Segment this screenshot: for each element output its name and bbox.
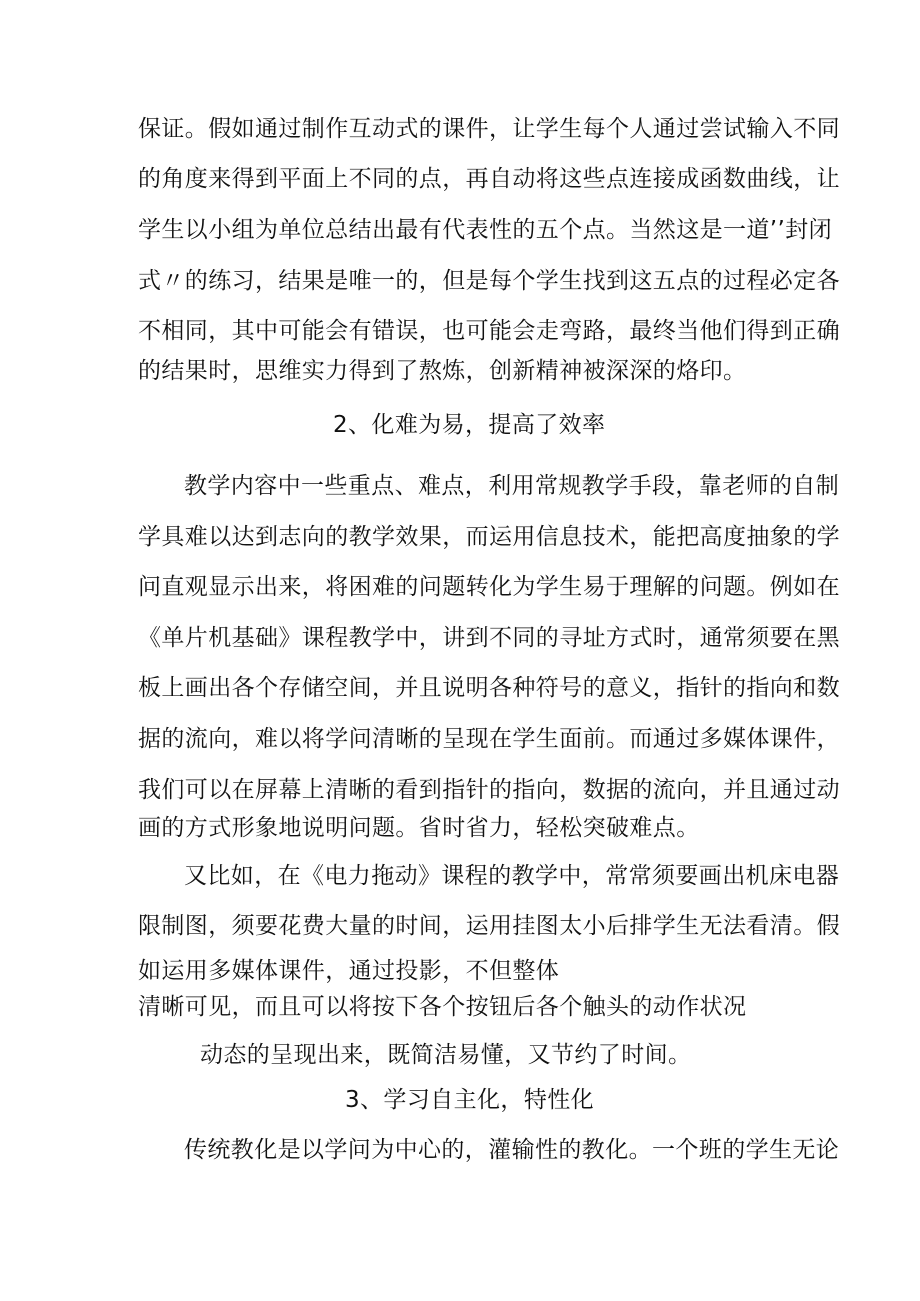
section-heading-2: 2、化难为易，提高了效率 bbox=[333, 412, 606, 438]
paragraph-3-line-1: 又比如，在《电力拖动》课程的教学中，常常须要画出机床电器 bbox=[184, 863, 840, 889]
paragraph-3-line-2: 限制图，须要花费大量的时间，运用挂图太小后排学生无法看清。假 bbox=[138, 913, 840, 939]
paragraph-1-line-3: 学生以小组为单位总结出最有代表性的五个点。当然这是一道’’封闭 bbox=[138, 217, 833, 243]
paragraph-1-line-5: 不相同，其中可能会有错误，也可能会走弯路，最终当他们得到正确 bbox=[138, 318, 840, 344]
paragraph-2-line-7: 我们可以在屏幕上清晰的看到指针的指向，数据的流向，并且通过动 bbox=[138, 777, 840, 803]
paragraph-2-line-6: 据的流向，难以将学问清晰的呈现在学生面前。而通过多媒体课件， bbox=[138, 726, 840, 752]
paragraph-1-line-2: 的角度来得到平面上不同的点，再自动将这些点连接成函数曲线，让 bbox=[138, 166, 840, 192]
paragraph-2-line-4: 《单片机基础》课程教学中，讲到不同的寻址方式时，通常须要在黑 bbox=[138, 625, 840, 651]
paragraph-1-line-4: 式〃的练习，结果是唯一的，但是每个学生找到这五点的过程必定各 bbox=[138, 268, 840, 294]
paragraph-2-line-1: 教学内容中一些重点、难点，利用常规教学手段，靠老师的自制 bbox=[184, 473, 840, 499]
section-heading-3: 3、学习自主化，特性化 bbox=[345, 1087, 595, 1113]
paragraph-3-line-5: 动态的呈现出来，既简洁易懂，又节约了时间。 bbox=[200, 1042, 692, 1068]
paragraph-4-line-1: 传统教化是以学问为中心的，灌输性的教化。一个班的学生无论 bbox=[184, 1137, 840, 1163]
paragraph-2-line-3: 问直观显示出来，将困难的问题转化为学生易于理解的问题。例如在 bbox=[138, 574, 840, 600]
paragraph-1-line-1: 保证。假如通过制作互动式的课件，让学生每个人通过尝试输入不同 bbox=[138, 116, 840, 142]
paragraph-2-line-5: 板上画出各个存储空间，并且说明各种符号的意义，指针的指向和数 bbox=[138, 675, 840, 701]
paragraph-3-line-3: 如运用多媒体课件，通过投影，不但整体 bbox=[138, 958, 560, 984]
paragraph-1-line-6: 的结果时，思维实力得到了熬炼，创新精神被深深的烙印。 bbox=[138, 358, 747, 384]
paragraph-3-line-4: 清晰可见，而且可以将按下各个按钮后各个触头的动作状况 bbox=[138, 994, 747, 1020]
paragraph-2-line-8: 画的方式形象地说明问题。省时省力，轻松突破难点。 bbox=[138, 815, 700, 841]
paragraph-2-line-2: 学具难以达到志向的教学效果，而运用信息技术，能把高度抽象的学 bbox=[138, 524, 840, 550]
